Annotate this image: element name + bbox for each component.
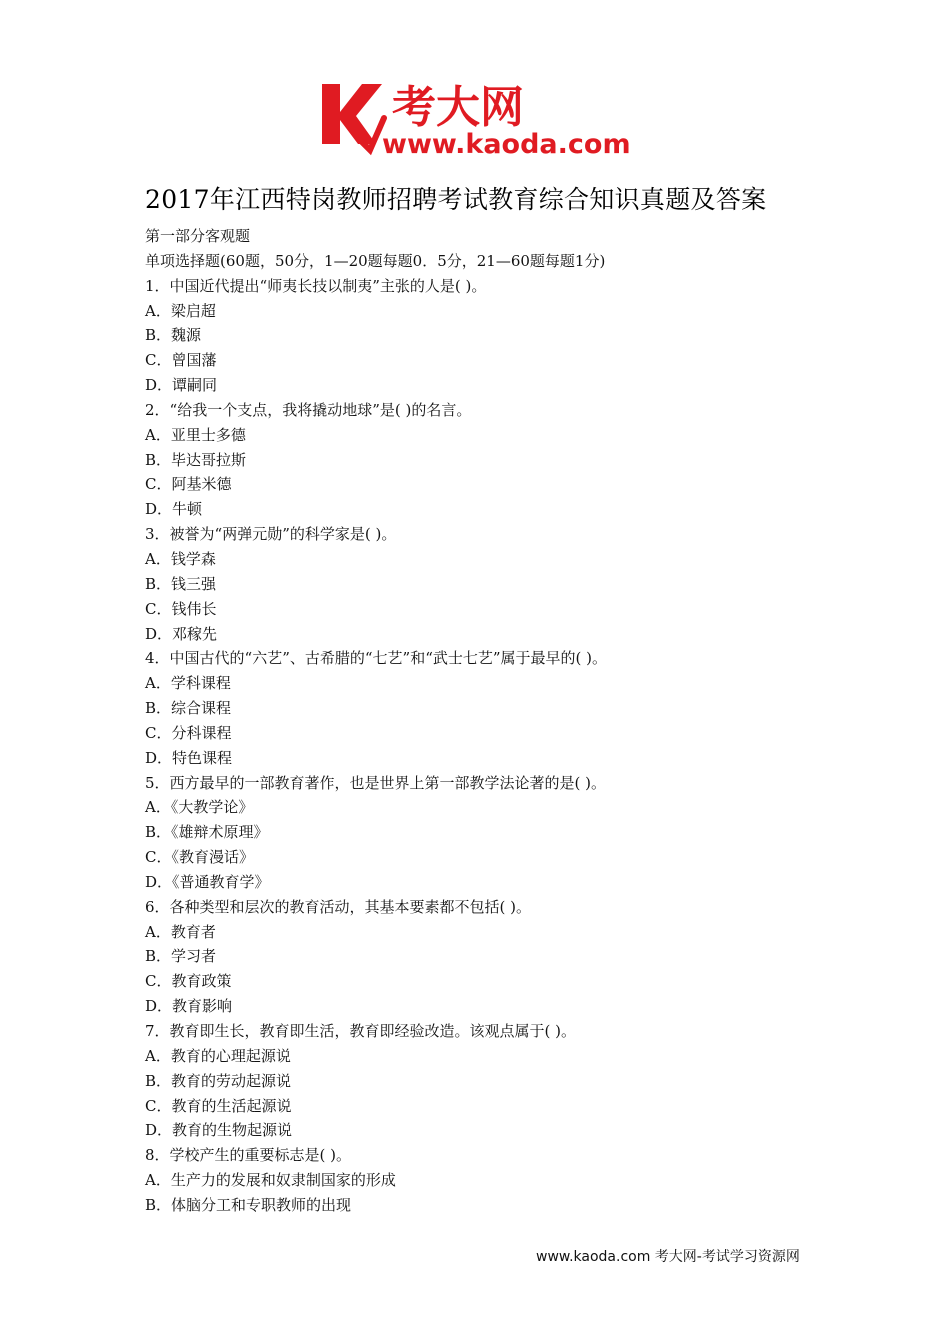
text-line: 2．“给我一个支点，我将撬动地球”是( )的名言。	[145, 400, 472, 419]
text-line: A．生产力的发展和奴隶制国家的形成	[145, 1171, 396, 1190]
question-list	[145, 224, 905, 1218]
text-line: 4．中国古代的“六艺”、古希腊的“七艺”和“武士七艺”属于最早的( )。	[145, 649, 608, 668]
kaoda-logo[interactable]	[318, 78, 638, 160]
text-line: D．教育影响	[145, 997, 233, 1016]
text-line: B．毕达哥拉斯	[145, 450, 247, 469]
text-line: C．教育政策	[145, 972, 232, 991]
text-line: 7．教育即生长，教育即生活，教育即经验改造。该观点属于( )。	[145, 1022, 577, 1040]
text-line: B．综合课程	[145, 699, 232, 718]
text-line: 8．学校产生的重要标志是( )。	[145, 1146, 352, 1165]
footer-source: www.kaoda.com 考大网-考试学习资源网	[536, 1249, 800, 1265]
text-line: B．教育的劳动起源说	[145, 1071, 292, 1090]
text-line: A．学科课程	[145, 674, 231, 693]
logo-url-text: www.kaoda.com	[382, 129, 631, 160]
text-line: D．谭嗣同	[145, 376, 218, 395]
text-line: 6．各种类型和层次的教育活动，其基本要素都不包括( )。	[145, 897, 532, 916]
text-line: A．教育者	[145, 922, 216, 941]
text-line: B．魏源	[145, 326, 202, 345]
text-line: B．学习者	[145, 947, 217, 966]
text-line: C．阿基米德	[145, 475, 232, 494]
text-line: D．牛顿	[145, 500, 203, 519]
text-line: 3．被誉为“两弹元勋”的科学家是( )。	[145, 525, 397, 544]
text-line: A．梁启超	[145, 301, 216, 320]
text-line: A．钱学森	[145, 549, 216, 568]
text-line: A．教育的心理起源说	[145, 1046, 291, 1065]
text-line: C．教育的生活起源说	[145, 1096, 292, 1115]
text-line: B．《雄辩术原理》	[145, 823, 269, 842]
text-line: C．《教育漫话》	[145, 848, 254, 867]
text-line: D．邓稼先	[145, 624, 218, 643]
text-line: 单项选择题(60题，50分，1—20题每题0．5分，21—60题每题1分)	[145, 251, 606, 270]
logo-brand-text: 考大网	[392, 82, 524, 133]
text-line: C．曾国藩	[145, 351, 217, 370]
text-line: A．亚里士多德	[145, 425, 246, 444]
text-line: C．钱伟长	[145, 599, 217, 618]
text-line: B．钱三强	[145, 574, 217, 593]
text-line: 1．中国近代提出“师夷长技以制夷”主张的人是( )。	[145, 276, 487, 295]
text-line: D．教育的生物起源说	[145, 1121, 293, 1140]
text-line: 5．西方最早的一部教育著作，也是世界上第一部教学法论著的是( )。	[145, 773, 607, 792]
text-line: D．特色课程	[145, 748, 233, 767]
text-line: A．《大教学论》	[145, 798, 254, 817]
document-title: 2017年江西特岗教师招聘考试教育综合知识真题及答案	[145, 185, 767, 214]
text-line: D．《普通教育学》	[145, 872, 270, 891]
text-line: 第一部分客观题	[145, 227, 251, 245]
text-line: B．体脑分工和专职教师的出现	[145, 1195, 352, 1214]
kaoda-logo-graphic	[318, 78, 638, 160]
text-line: C．分科课程	[145, 723, 232, 742]
